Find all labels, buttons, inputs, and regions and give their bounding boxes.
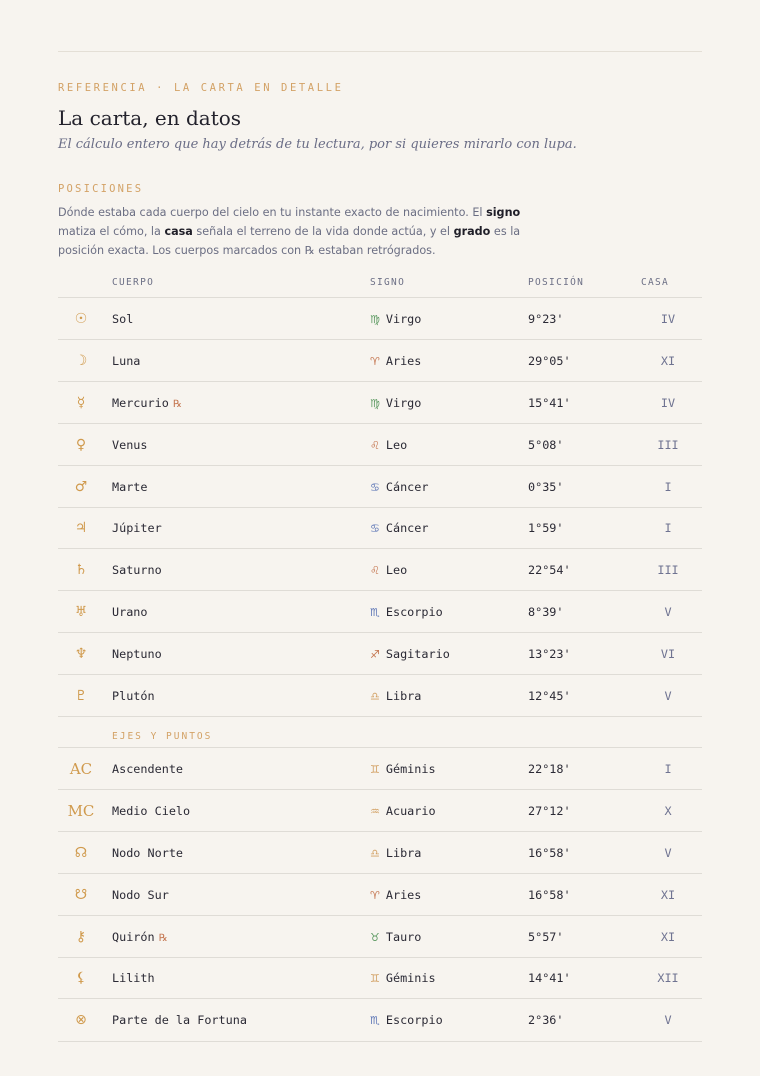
retrograde-icon: ℞ — [172, 398, 182, 410]
position-value: 14°41' — [528, 971, 571, 986]
body-name-cell — [112, 480, 148, 494]
zodiac-sign-icon: ♉ — [370, 930, 380, 944]
sign-cell — [370, 1013, 443, 1027]
sign-cell — [370, 438, 407, 452]
body-glyph-icon: ☊ — [74, 844, 88, 861]
zodiac-sign-icon: ♋ — [370, 522, 380, 536]
section-label-positions: POSICIONES — [58, 183, 144, 195]
body-name: Nodo Sur — [112, 887, 169, 902]
house-value: V — [664, 1013, 672, 1028]
body-name-cell — [112, 971, 155, 985]
sign-name: Leo — [385, 437, 408, 452]
house-value: III — [657, 437, 679, 452]
sign-cell — [370, 930, 421, 944]
table-row — [58, 590, 702, 633]
intro-text: Dónde estaba cada cuerpo del cielo en tu instante exacto de nacimiento. El — [58, 206, 487, 219]
zodiac-sign-icon: ♐ — [370, 648, 380, 662]
body-name: Marte — [112, 479, 148, 494]
table-row — [58, 339, 702, 382]
table-row — [58, 381, 702, 424]
position-value: 1°59' — [528, 521, 564, 536]
page-title: La carta, en datos — [58, 106, 242, 130]
sign-name: Acuario — [385, 803, 436, 818]
position-value: 13°23' — [528, 647, 571, 662]
sign-cell — [370, 605, 443, 619]
house-value: XII — [657, 971, 679, 986]
body-name: Plutón — [112, 689, 155, 704]
column-header-sign: SIGNO — [370, 277, 406, 288]
zodiac-sign-icon: ♈ — [370, 354, 380, 368]
position-value: 5°57' — [528, 929, 564, 944]
table-divider — [58, 716, 702, 717]
sign-cell — [370, 762, 436, 776]
body-glyph-icon: AC — [69, 759, 93, 778]
intro-term-sign: signo — [486, 206, 521, 219]
retrograde-icon: ℞ — [158, 932, 168, 944]
zodiac-sign-icon: ♊ — [370, 972, 380, 986]
house-value: IV — [660, 311, 676, 326]
zodiac-sign-icon: ♒ — [370, 804, 380, 818]
body-glyph-icon: ☋ — [74, 886, 88, 903]
position-value: 27°12' — [528, 803, 571, 818]
sign-cell — [370, 480, 429, 494]
sign-cell — [370, 804, 436, 818]
position-value: 16°58' — [528, 845, 571, 860]
body-glyph-icon: ♅ — [74, 604, 88, 621]
body-name-cell — [112, 689, 155, 703]
sign-name: Virgo — [385, 311, 422, 326]
intro-text: señala el terreno de la vida donde actúa, y el — [192, 224, 454, 238]
body-name-cell — [112, 930, 168, 944]
sign-cell — [370, 312, 421, 326]
position-value: 0°35' — [528, 479, 564, 494]
zodiac-sign-icon: ♎ — [370, 846, 380, 860]
body-name-cell — [112, 563, 162, 577]
zodiac-sign-icon: ♌ — [370, 564, 380, 578]
table-row — [58, 674, 702, 717]
column-header-body: CUERPO — [112, 277, 155, 288]
body-name-cell — [112, 1013, 247, 1027]
body-name: Quirón — [112, 929, 155, 944]
sign-name: Escorpio — [385, 1013, 443, 1028]
body-name: Urano — [112, 605, 148, 620]
top-divider — [58, 51, 702, 52]
body-name-cell — [112, 762, 183, 776]
body-name: Luna — [112, 353, 141, 368]
table-row — [58, 789, 702, 832]
sign-cell — [370, 647, 450, 661]
position-value: 22°54' — [528, 563, 571, 578]
body-glyph-icon: ♇ — [74, 688, 88, 705]
house-value: III — [657, 563, 679, 578]
position-value: 15°41' — [528, 395, 571, 410]
body-name: Venus — [112, 437, 148, 452]
body-name-cell — [112, 438, 148, 452]
body-glyph-icon: ☽ — [74, 352, 88, 369]
zodiac-sign-icon: ♋ — [370, 480, 380, 494]
intro-text: estaban retrógrados. — [314, 243, 436, 257]
sign-name: Géminis — [385, 761, 436, 776]
body-name-cell — [112, 647, 162, 661]
sign-cell — [370, 563, 407, 577]
body-glyph-icon: ♄ — [74, 562, 88, 579]
zodiac-sign-icon: ♍ — [370, 312, 380, 326]
zodiac-sign-icon: ♍ — [370, 396, 380, 410]
table-row — [58, 957, 702, 1000]
position-value: 5°08' — [528, 437, 564, 452]
retrograde-icon: ℞ — [304, 243, 315, 257]
column-header-position: POSICIÓN — [528, 277, 585, 288]
body-name: Saturno — [112, 563, 162, 578]
body-name-cell — [112, 521, 162, 535]
sign-name: Cáncer — [385, 479, 429, 494]
sign-name: Tauro — [385, 929, 422, 944]
table-row — [58, 998, 702, 1042]
position-value: 12°45' — [528, 689, 571, 704]
body-glyph-icon: ☿ — [76, 394, 86, 411]
positions-intro — [58, 204, 528, 260]
house-value: V — [664, 845, 672, 860]
sign-name: Sagitario — [385, 647, 450, 662]
body-name: Parte de la Fortuna — [112, 1013, 247, 1028]
table-row — [58, 297, 702, 340]
intro-term-house: casa — [164, 224, 193, 238]
zodiac-sign-icon: ♊ — [370, 762, 380, 776]
sign-cell — [370, 888, 421, 902]
body-name-cell — [112, 846, 183, 860]
body-name: Ascendente — [112, 761, 184, 776]
sign-name: Libra — [385, 845, 422, 860]
eyebrow-label: REFERENCIA · LA CARTA EN DETALLE — [58, 82, 344, 94]
body-glyph-icon: ⚷ — [75, 928, 87, 945]
position-value: 29°05' — [528, 353, 571, 368]
position-value: 8°39' — [528, 605, 564, 620]
zodiac-sign-icon: ♏ — [370, 1014, 380, 1028]
page-subtitle: El cálculo entero que hay detrás de tu lectura, por si quieres mirarlo con lupa. — [58, 137, 577, 152]
table-row — [58, 747, 702, 790]
body-name: Mercurio — [112, 395, 169, 410]
body-name: Neptuno — [112, 647, 162, 662]
house-value: V — [664, 605, 672, 620]
sign-name: Aries — [385, 887, 422, 902]
section-label-points: EJES Y PUNTOS — [112, 731, 213, 742]
body-glyph-icon: ♂ — [74, 478, 88, 495]
sign-cell — [370, 971, 436, 985]
sign-name: Escorpio — [385, 605, 443, 620]
body-name: Júpiter — [112, 521, 162, 536]
body-name: Lilith — [112, 971, 155, 986]
intro-text: matiza el cómo, la — [58, 224, 165, 238]
position-value: 9°23' — [528, 311, 564, 326]
position-value: 22°18' — [528, 761, 571, 776]
house-value: XI — [660, 887, 676, 902]
position-value: 16°58' — [528, 887, 571, 902]
body-name-cell — [112, 312, 133, 326]
body-glyph-icon: MC — [67, 801, 95, 820]
body-name: Sol — [112, 311, 134, 326]
house-value: I — [664, 521, 672, 536]
zodiac-sign-icon: ♎ — [370, 690, 380, 704]
sign-cell — [370, 689, 421, 703]
body-name-cell — [112, 396, 182, 410]
house-value: V — [664, 689, 672, 704]
table-row — [58, 548, 702, 591]
position-value: 2°36' — [528, 1013, 564, 1028]
zodiac-sign-icon: ♌ — [370, 438, 380, 452]
body-glyph-icon: ⚸ — [75, 970, 87, 987]
house-value: IV — [660, 395, 676, 410]
intro-term-degree: grado — [453, 224, 491, 238]
column-header-house: CASA — [641, 277, 670, 288]
body-name-cell — [112, 605, 148, 619]
zodiac-sign-icon: ♏ — [370, 606, 380, 620]
table-row — [58, 423, 702, 466]
body-name-cell — [112, 354, 140, 368]
sign-name: Cáncer — [385, 521, 429, 536]
sign-name: Aries — [385, 353, 422, 368]
body-name-cell — [112, 804, 190, 818]
body-glyph-icon: ♀ — [75, 436, 87, 453]
body-name: Medio Cielo — [112, 803, 191, 818]
body-glyph-icon: ☉ — [74, 310, 88, 327]
house-value: XI — [660, 353, 676, 368]
sign-name: Libra — [385, 689, 422, 704]
table-row — [58, 915, 702, 958]
table-row — [58, 873, 702, 916]
body-name-cell — [112, 888, 169, 902]
sign-cell — [370, 354, 421, 368]
table-row — [58, 507, 702, 550]
sign-name: Leo — [385, 563, 408, 578]
sign-cell — [370, 396, 421, 410]
table-row — [58, 632, 702, 675]
intro-text: es la posición exacta. Los cuerpos marcados con — [58, 224, 521, 257]
body-glyph-icon: ♆ — [74, 646, 88, 663]
sign-cell — [370, 521, 429, 535]
house-value: XI — [660, 929, 676, 944]
sign-name: Géminis — [385, 971, 436, 986]
body-glyph-icon: ♃ — [74, 520, 88, 537]
house-value: I — [664, 479, 672, 494]
body-name: Nodo Norte — [112, 845, 184, 860]
sign-name: Virgo — [385, 395, 422, 410]
sign-cell — [370, 846, 421, 860]
zodiac-sign-icon: ♈ — [370, 888, 380, 902]
table-row — [58, 465, 702, 508]
body-glyph-icon: ⊗ — [75, 1012, 87, 1029]
table-row — [58, 831, 702, 874]
house-value: VI — [660, 647, 676, 662]
house-value: X — [664, 803, 672, 818]
house-value: I — [664, 761, 672, 776]
